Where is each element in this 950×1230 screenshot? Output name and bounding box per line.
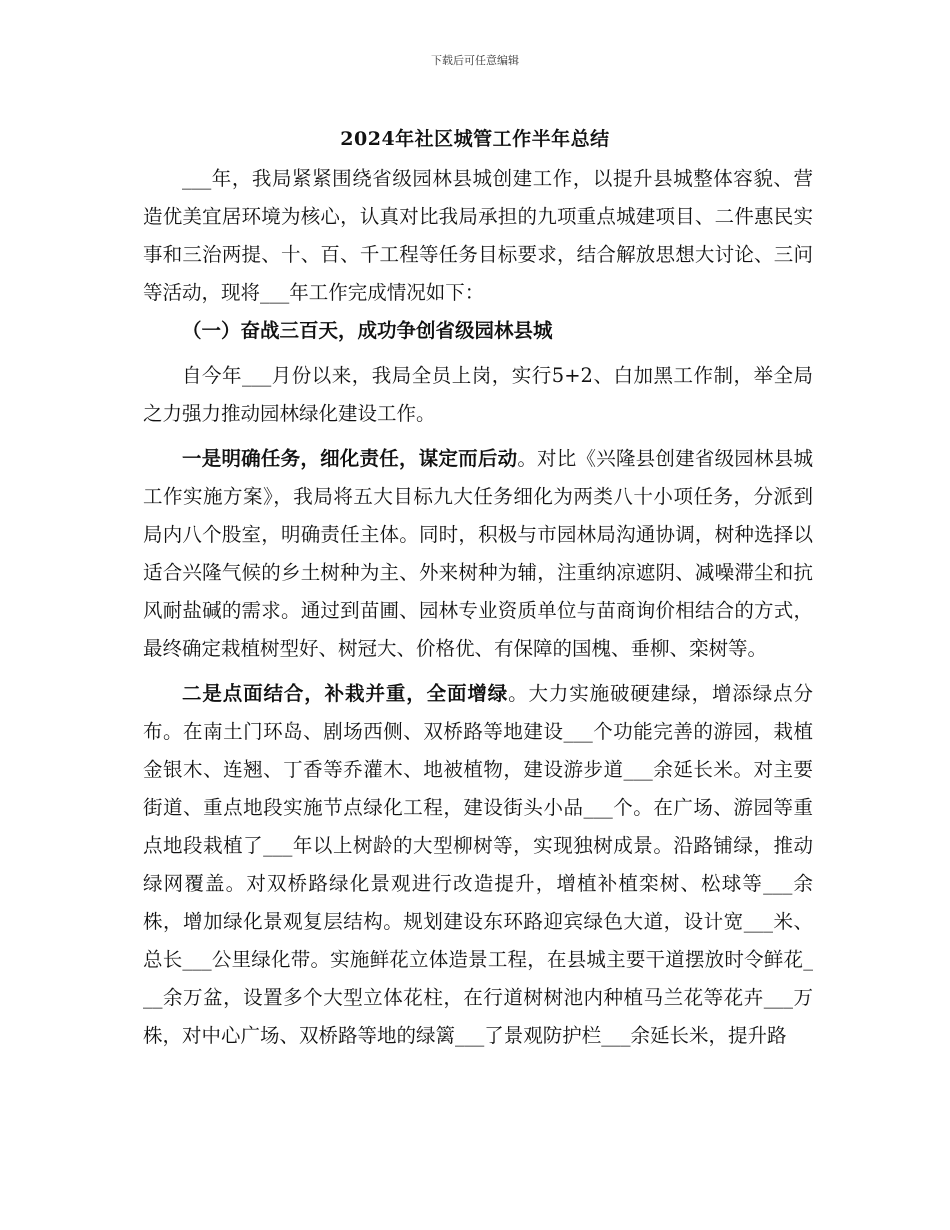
point-2-text: 。大力实施破硬建绿，增添绿点分布。在南土门环岛、剧场西侧、双桥路等地建设___个功能完善的游园，栽植金银木、连翘、丁香等乔灌木、地被植物，建设游步道___余延长米。对主要街道、重点地段实施节点绿化工程，建设街头小品___个。在广场、游园等重点地段栽植了___年以上树龄的大型柳树等，实现独树成景。沿路铺绿，推动绿网覆盖。对双桥路绿化景观进行改造提升，增植补植栾树、松球等___余株，增加绿化景观复层结构。规划建设东环路迎宾绿色大道，设计宽___米、总长___公里绿化带。实施鲜花立体造景工程，在县城主要干道摆放时令鲜花___余万盆，设置多个大型立体花柱，在行道树树池内种植马兰花等花卉___万株，对中心广场、双桥路等地的绿篱___了景观防护栏___余延长米，提升路: [143, 682, 813, 1047]
point-1-lead: 一是明确任务，细化责任，谋定而后动: [182, 447, 518, 470]
point-paragraph-1: [143, 440, 813, 668]
section-paragraph-1: 自今年___月份以来，我局全员上岗，实行5+2、白加黑工作制，举全局之力强力推动园林绿化建设工作。: [143, 364, 813, 425]
page-title: 2024年社区城管工作半年总结: [340, 128, 610, 150]
header-note: 下载后可任意编辑: [431, 54, 519, 67]
intro-paragraph: ___年，我局紧紧围绕省级园林县城创建工作，以提升县城整体容貌、营造优美宜居环境为核心，认真对比我局承担的九项重点城建项目、二件惠民实事和三治两提、十、百、千工程等任务目标要求，结合解放思想大讨论、三问等活动，现将___年工作完成情况如下：: [143, 167, 813, 304]
point-paragraph-2: [143, 675, 813, 1055]
section-heading-1: （一）奋战三百天，成功争创省级园林县城: [182, 319, 553, 342]
document-body: [143, 160, 813, 1055]
point-1-text: 。对比《兴隆县创建省级园林县城工作实施方案》，我局将五大目标九大任务细化为两类八十小项任务，分派到局内八个股室，明确责任主体。同时，积极与市园林局沟通协调，树种选择以适合兴隆气候的乡土树种为主、外来树种为辅，注重纳凉遮阴、减噪滞尘和抗风耐盐碱的需求。通过到苗圃、园林专业资质单位与苗商询价相结合的方式，最终确定栽植树型好、树冠大、价格优、有保障的国槐、垂柳、栾树等。: [143, 447, 813, 660]
point-2-lead: 二是点面结合，补栽并重，全面增绿: [182, 682, 509, 705]
